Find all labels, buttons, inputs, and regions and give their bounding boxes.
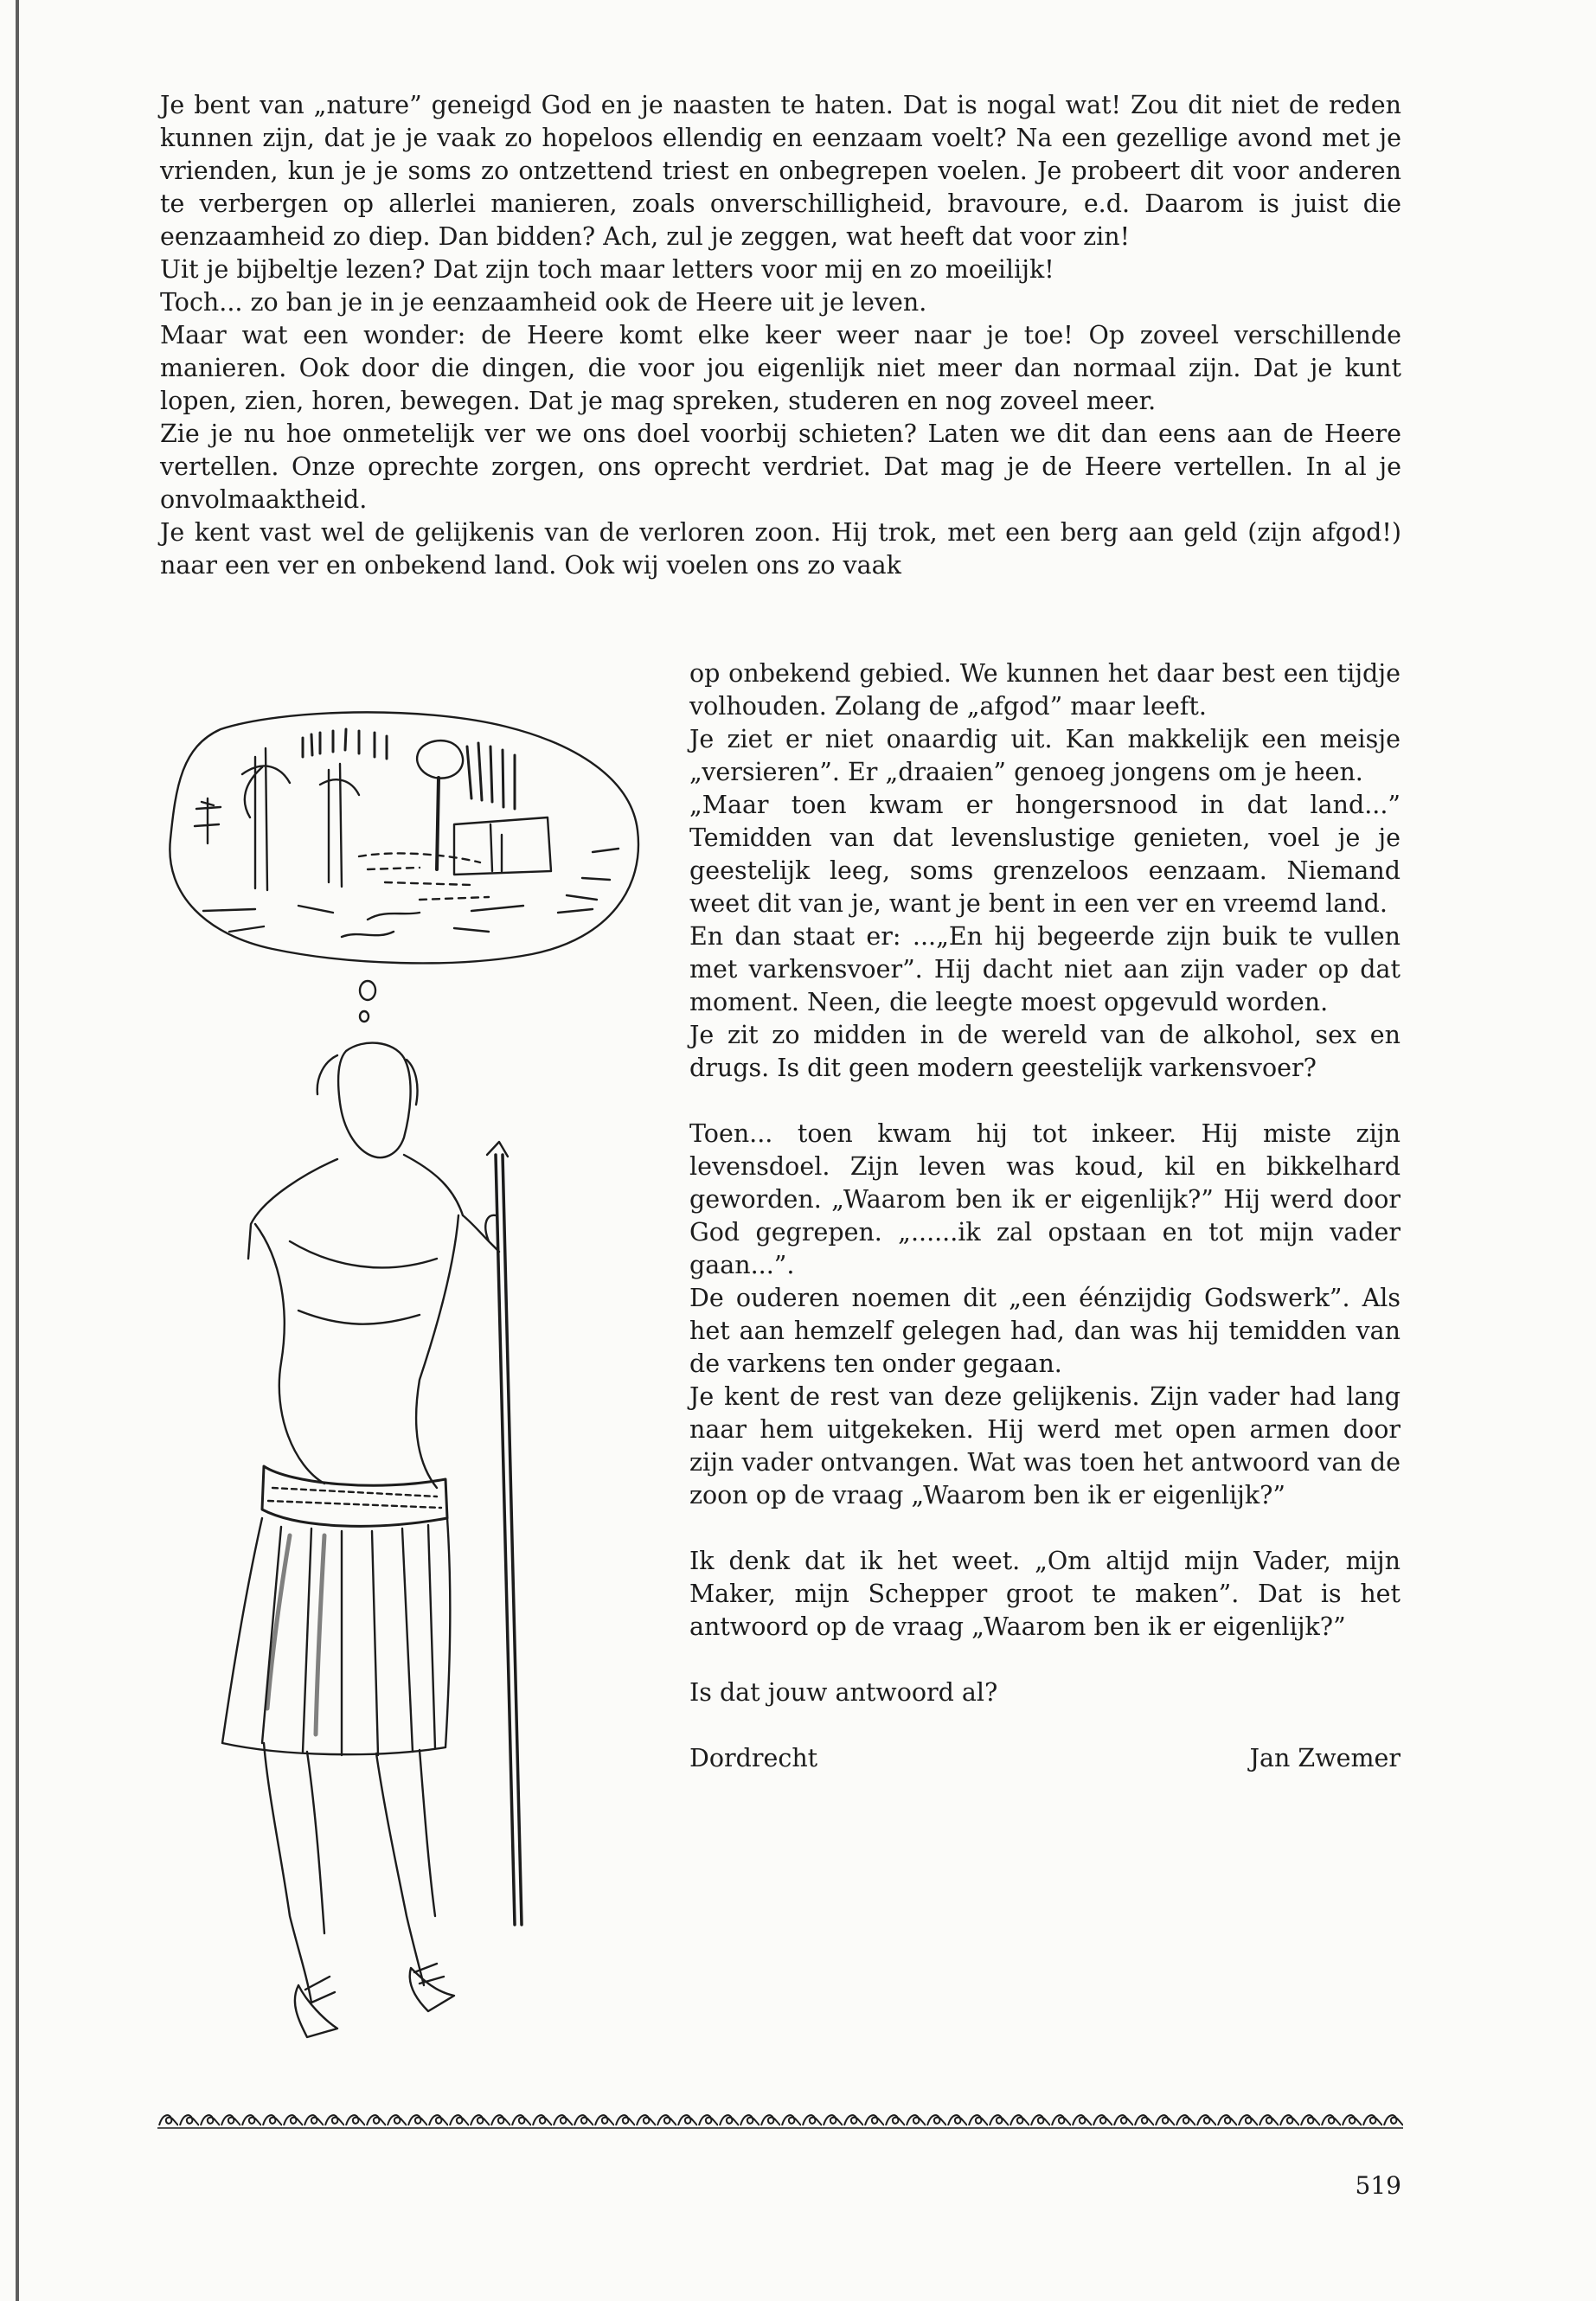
walking-staff	[496, 1155, 522, 1925]
paragraph: Je kent vast wel de gelijkenis van de verloren zoon. Hij trok, met een berg aan geld (zijn afgod!) naar een ver en onbekend land. Ook wij voelen ons zo vaak	[160, 518, 1401, 580]
paragraph: Je zit zo midden in de wereld van de alkohol, sex en drugs. Is dit geen modern geestelijk varkensvoer?	[689, 1021, 1401, 1082]
prodigal-son-illustration	[160, 705, 662, 2089]
paragraph: Zie je nu hoe onmetelijk ver we ons doel voorbij schieten? Laten we dit dan eens aan de Heere vertellen. Onze oprechte zorgen, ons oprecht verdriet. Dat mag je de Heere vertellen. In al je onvolmaaktheid.	[160, 420, 1401, 514]
signature-author: Jan Zwemer	[1249, 1744, 1401, 1772]
signature-place: Dordrecht	[689, 1744, 818, 1772]
figure-head	[338, 1043, 411, 1158]
paragraph: Maar wat een wonder: de Heere komt elke keer weer naar je toe! Op zoveel verschillende manieren. Ook door die dingen, die voor jou eigenlijk niet meer dan normaal zijn. Dat je kunt lopen, zien, horen, bewegen. Dat je mag spreken, studeren en nog zoveel meer.	[160, 321, 1401, 415]
paragraph: Je bent van „nature” geneigd God en je naasten te haten. Dat is nogal wat! Zou dit niet de reden kunnen zijn, dat je je vaak zo hopeloos ellendig en eenzaam voelt? Na een gezellige avond met je vrienden, kun je je soms zo ontzettend triest en onbegrepen voelen. Je probeert dit voor anderen te verbergen op allerlei manieren, zoals onverschilligheid, bravoure, e.d. Daarom is juist die eenzaamheid zo diep. Dan bidden? Ach, zul je zeggen, wat heeft dat voor zin!	[160, 91, 1401, 251]
paragraph: Toen... toen kwam hij tot inkeer. Hij miste zijn levensdoel. Zijn leven was koud, kil en bikkelhard geworden. „Waarom ben ik er eigenlijk?” Hij werd door God gegrepen. „......ik zal opstaan en tot mijn vader gaan...”.	[689, 1119, 1401, 1279]
decorative-border	[157, 2108, 1403, 2131]
paragraph: Is dat jouw antwoord al?	[689, 1678, 998, 1707]
figure-tunic	[222, 1518, 450, 1754]
signature-line	[689, 1742, 1401, 1775]
page-edge-line	[16, 0, 19, 2301]
paragraph: op onbekend gebied. We kunnen het daar best een tijdje volhouden. Zolang de „afgod” maar leeft.	[689, 659, 1401, 721]
paragraph: „Maar toen kwam er hongersnood in dat land...” Temidden van dat levenslustige genieten, voel je je geestelijk leeg, soms grenzeloos eenzaam. Niemand weet dit van je, want je bent in een ver en vreemd land.	[689, 791, 1401, 918]
thought-bubble	[360, 981, 375, 1000]
paragraph: En dan staat er: ...„En hij begeerde zijn buik te vullen met varkensvoer”. Hij dacht niet aan zijn vader op dat moment. Neen, die leegte moest opgevuld worden.	[689, 922, 1401, 1016]
article-column	[689, 657, 1401, 1775]
paragraph: Toch... zo ban je in je eenzaamheid ook de Heere uit je leven.	[160, 288, 927, 317]
thought-bubble	[360, 1011, 369, 1022]
paragraph: Uit je bijbeltje lezen? Dat zijn toch maar letters voor mij en zo moeilijk!	[160, 255, 1054, 284]
paragraph: Je ziet er niet onaardig uit. Kan makkelijk een meisje „versieren”. Er „draaien” genoeg jongens om je heen.	[689, 725, 1401, 786]
paragraph: Je kent de rest van deze gelijkenis. Zijn vader had lang naar hem uitgekeken. Hij werd met open armen door zijn vader ontvangen. Wat was toen het antwoord van de zoon op de vraag „Waarom ben ik er eigenlijk?”	[689, 1382, 1401, 1509]
sandal	[410, 1968, 454, 2011]
paragraph: Ik denk dat ik het weet. „Om altijd mijn Vader, mijn Maker, mijn Schepper groot te maken”. Dat is het antwoord op de vraag „Waarom ben ik er eigenlijk?”	[689, 1547, 1401, 1641]
paragraph: De ouderen noemen dit „een éénzijdig Godswerk”. Als het aan hemzelf gelegen had, dan was hij temidden van de varkens ten onder gegaan.	[689, 1284, 1401, 1378]
intro-text	[160, 89, 1401, 582]
page-number: 519	[1355, 2171, 1401, 2200]
thought-cloud	[170, 712, 638, 963]
